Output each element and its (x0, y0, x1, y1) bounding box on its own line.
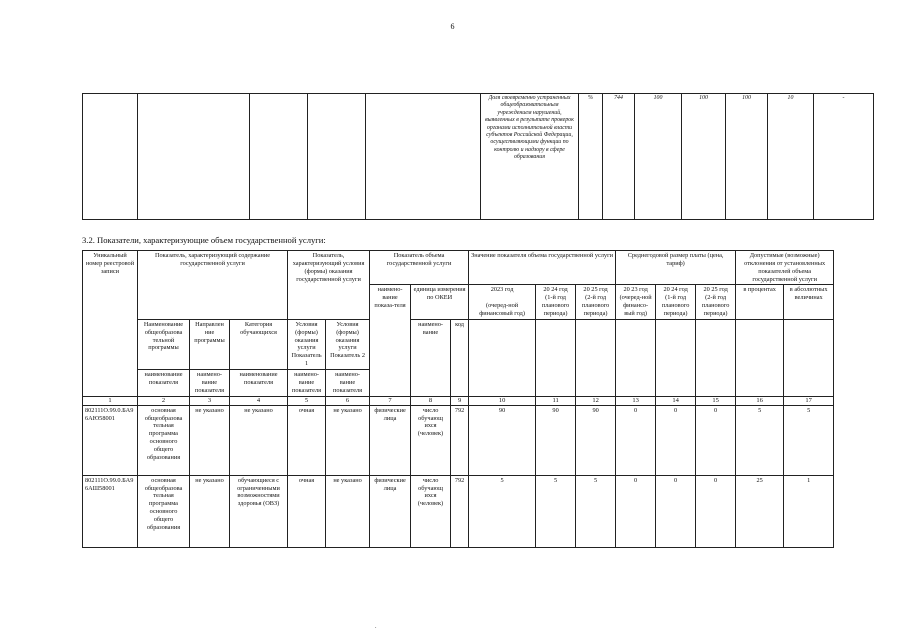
header-subname: наименование показателя (230, 370, 288, 397)
col-number: 12 (576, 396, 616, 405)
col-number: 1 (83, 396, 138, 405)
blank-cell (784, 319, 834, 396)
col-number: 11 (536, 396, 576, 405)
indicator-cell: физические лица (370, 475, 411, 547)
header-year-2023: 2023 год (очеред-ной финансовый год) (469, 285, 536, 319)
value-cell: 100 (682, 94, 726, 220)
program-cell: основная общеобразова тельная программа основного общего образования (138, 405, 190, 475)
header-price-2023: 20 23 год (очеред-ной финансо-вый год) (616, 285, 656, 319)
value-cell: 10 (768, 94, 814, 220)
value-cell: 90 (469, 405, 536, 475)
header-form-1: Условия (формы) оказания услуги Показатель 1 (288, 319, 326, 369)
header-price-2024: 20 24 год (1-й год планового периода) (656, 285, 696, 319)
value-cell: 5 (576, 475, 616, 547)
header-subname: наимено-вание показателя (288, 370, 326, 397)
form2-cell: не указано (326, 475, 370, 547)
col-number: 16 (736, 396, 784, 405)
table-row (83, 405, 834, 475)
blank-cell (736, 319, 784, 396)
header-volume-name: наимено-вание показа-теля (370, 285, 411, 396)
header-year-2025: 20 25 год (2-й год планового периода) (576, 285, 616, 319)
value-cell: 5 (784, 405, 834, 475)
header-program-name: Наименование общеобразова тельной программы (138, 319, 190, 369)
value-cell: 1 (784, 475, 834, 547)
focus-cell: не указано (190, 475, 230, 547)
header-program-focus: Направлен ние программы (190, 319, 230, 369)
header-subname: наименование показателя (138, 370, 190, 397)
value-cell: 5 (536, 475, 576, 547)
header-in-absolute: в абсолютных величинах (784, 285, 834, 319)
volume-indicators-table (82, 250, 834, 548)
program-cell: основная общеобразова тельная программа основного общего образования (138, 475, 190, 547)
header-form-2: Условия (формы) оказания услуги Показатель 2 (326, 319, 370, 369)
form-cell: очная (288, 475, 326, 547)
col-number: 3 (190, 396, 230, 405)
blank-cell (469, 319, 536, 396)
col-number: 15 (696, 396, 736, 405)
blank-cell (138, 94, 250, 220)
blank-cell (308, 94, 366, 220)
value-cell: 5 (736, 405, 784, 475)
header-subname: наимено-вание показателя (190, 370, 230, 397)
header-content-group: Показатель, характеризующий содержание государственной услуги (138, 251, 288, 320)
value-cell: 90 (576, 405, 616, 475)
col-number: 9 (451, 396, 469, 405)
value-cell: 25 (736, 475, 784, 547)
footer-mark: . (375, 624, 377, 630)
indicator-cell: физические лица (370, 405, 411, 475)
col-number: 14 (656, 396, 696, 405)
header-deviation-group: Допустимые (возможные) отклонения от установленных показателей объема государственной услуги (736, 251, 834, 285)
unit-cell: число обучающ ихся (человек) (411, 405, 451, 475)
blank-cell (576, 319, 616, 396)
okei-cell: 744 (603, 94, 635, 220)
section-title: 3.2. Показатели, характеризующие объем государственной услуги: (82, 235, 326, 245)
category-cell: обучающиеся с ограниченными возможностями здоровья (ОВЗ) (230, 475, 288, 547)
value-cell: 100 (726, 94, 768, 220)
blank-cell (696, 319, 736, 396)
value-cell: - (814, 94, 874, 220)
registry-cell: 802111О.99.0.БА96АШ58001 (83, 475, 138, 547)
indicator-name-cell: Доля своевременно устраненных общеобразовательным учреждением нарушений, выявленных в результате проверок органами исполнительной власти субъектов Российской Федерации, осуществляющими функции по контролю и надзору в сфере образования (481, 94, 579, 220)
unit-cell: число обучающ ихся (человек) (411, 475, 451, 547)
value-cell: 0 (616, 405, 656, 475)
blank-cell (616, 319, 656, 396)
blank-cell (536, 319, 576, 396)
value-cell: 0 (656, 475, 696, 547)
page-number: 6 (450, 22, 455, 31)
form-cell: очная (288, 405, 326, 475)
col-number: 5 (288, 396, 326, 405)
form2-cell: не указано (326, 405, 370, 475)
code-cell: 792 (451, 475, 469, 547)
blank-cell (83, 94, 138, 220)
header-unit-name: наимено-вание (411, 319, 451, 396)
header-volume-group: Показатель объема государственной услуги (370, 251, 469, 285)
col-number: 2 (138, 396, 190, 405)
value-cell: 0 (696, 475, 736, 547)
blank-cell (366, 94, 481, 220)
col-number: 6 (326, 396, 370, 405)
col-number: 8 (411, 396, 451, 405)
header-volume-values-group: Значение показателя объема государственной услуги (469, 251, 616, 285)
header-in-percent: в процентах (736, 285, 784, 319)
header-subname: наимено-вание показателя (326, 370, 370, 397)
table-row (83, 475, 834, 547)
value-cell: 5 (469, 475, 536, 547)
blank-cell (656, 319, 696, 396)
header-condition-group: Показатель, характеризующий условия (формы) оказания государственной услуги (288, 251, 370, 320)
header-category: Категория обучающихся (230, 319, 288, 369)
value-cell: 0 (656, 405, 696, 475)
quality-indicators-table-continuation (82, 93, 874, 220)
column-number-row (83, 396, 834, 405)
value-cell: 0 (616, 475, 656, 547)
value-cell: 0 (696, 405, 736, 475)
col-number: 7 (370, 396, 411, 405)
col-number: 17 (784, 396, 834, 405)
header-price-2025: 20 25 год (2-й год планового периода) (696, 285, 736, 319)
col-number: 13 (616, 396, 656, 405)
value-cell: 100 (635, 94, 682, 220)
value-cell: 90 (536, 405, 576, 475)
focus-cell: не указано (190, 405, 230, 475)
registry-cell: 802111О.99.0.БА96АЮ58001 (83, 405, 138, 475)
blank-cell (250, 94, 308, 220)
header-price-group: Среднегодовой размер платы (цена, тариф) (616, 251, 736, 285)
code-cell: 792 (451, 405, 469, 475)
unit-cell: % (579, 94, 603, 220)
header-unit-code: код (451, 319, 469, 396)
header-registry: Уникальный номер реестровой записи (83, 251, 138, 397)
header-volume-unit: единица измерения по ОКЕИ (411, 285, 469, 319)
category-cell: не указано (230, 405, 288, 475)
col-number: 4 (230, 396, 288, 405)
header-year-2024: 20 24 год (1-й год планового периода) (536, 285, 576, 319)
col-number: 10 (469, 396, 536, 405)
